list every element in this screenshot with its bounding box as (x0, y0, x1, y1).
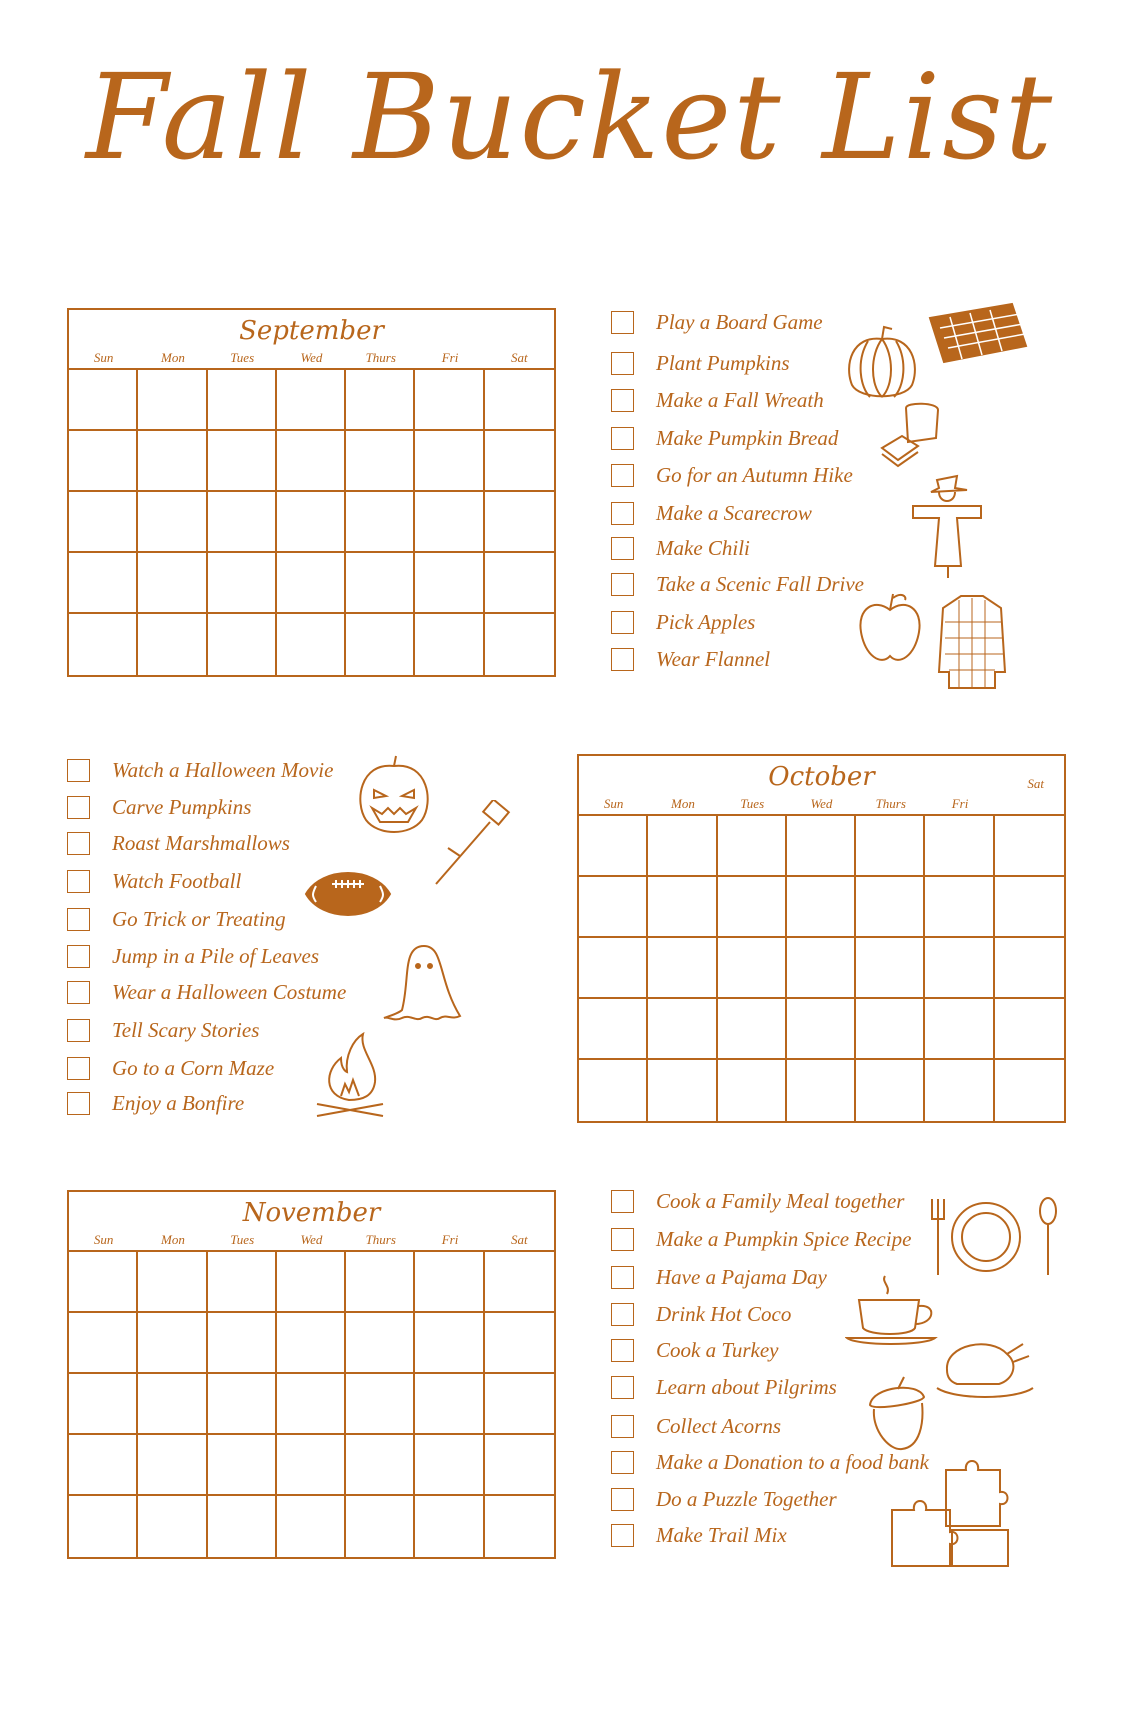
november-calendar (67, 1190, 556, 1559)
calendar-day-cell[interactable] (648, 938, 717, 999)
calendar-day-cell[interactable] (277, 431, 346, 492)
coffee-cup-icon (845, 1270, 940, 1350)
calendar-header (579, 756, 1064, 816)
calendar-day-cell[interactable] (485, 492, 554, 553)
weekday-label: Tues (740, 796, 765, 811)
weekday-label: Fri (441, 1232, 459, 1247)
page-title: Fall Bucket List (85, 48, 1055, 186)
checklist-item (611, 1414, 781, 1439)
checkerboard-icon (922, 300, 1032, 370)
weekday-label: Tues (230, 1232, 255, 1247)
checklist-item (611, 1227, 911, 1252)
weekday-label-sat: Sat (1027, 776, 1044, 791)
checklist-item-label: Go for an Autumn Hike (656, 463, 853, 487)
month-title: November (242, 1198, 381, 1228)
calendar-day-cell[interactable] (138, 431, 207, 492)
calendar-day-cell[interactable] (787, 999, 856, 1060)
checkbox[interactable] (67, 908, 90, 931)
checkbox[interactable] (611, 1303, 634, 1326)
weekday-label: Tues (230, 350, 255, 365)
calendar-day-cell[interactable] (415, 1313, 484, 1374)
calendar-day-cell[interactable] (856, 999, 925, 1060)
calendar-day-cell[interactable] (485, 1374, 554, 1435)
calendar-day-cell[interactable] (69, 1435, 138, 1496)
weekday-label: Sun (603, 796, 624, 811)
weekday-row (579, 796, 1064, 812)
checkbox[interactable] (611, 427, 634, 450)
calendar-day-cell[interactable] (208, 492, 277, 553)
checklist-item-label: Enjoy a Bonfire (112, 1091, 245, 1115)
calendar-day-cell[interactable] (138, 370, 207, 431)
checklist-item-label: Wear Flannel (656, 647, 771, 671)
checklist-item-label: Watch a Halloween Movie (112, 758, 334, 782)
month-title: October (768, 762, 875, 792)
calendar-day-cell[interactable] (787, 877, 856, 938)
calendar-day-cell[interactable] (277, 492, 346, 553)
checklist-item (611, 426, 838, 451)
checklist-item (611, 1487, 837, 1512)
weekday-label: Fri (951, 796, 969, 811)
calendar-day-cell[interactable] (856, 877, 925, 938)
calendar-day-cell[interactable] (648, 999, 717, 1060)
calendar-day-cell[interactable] (69, 614, 138, 675)
ghost-icon (380, 940, 465, 1025)
checkbox[interactable] (611, 464, 634, 487)
calendar-header (69, 310, 554, 370)
weekday-label: Thurs (365, 1232, 396, 1247)
checklist-item (67, 1018, 259, 1043)
checklist-item-label: Cook a Turkey (656, 1338, 779, 1362)
calendar-day-cell[interactable] (346, 1496, 415, 1557)
calendar-day-cell[interactable] (208, 1374, 277, 1435)
calendar-day-cell[interactable] (69, 553, 138, 614)
checklist-item-label: Collect Acorns (656, 1414, 782, 1438)
calendar-day-cell[interactable] (208, 1252, 277, 1313)
calendar-day-cell[interactable] (925, 877, 994, 938)
month-title: September (239, 316, 384, 346)
calendar-day-cell[interactable] (346, 431, 415, 492)
weekday-label: Mon (161, 1232, 185, 1247)
calendar-day-cell[interactable] (718, 816, 787, 877)
calendar-day-cell[interactable] (415, 1496, 484, 1557)
checkbox[interactable] (611, 1415, 634, 1438)
calendar-day-cell[interactable] (485, 553, 554, 614)
calendar-day-cell[interactable] (787, 1060, 856, 1121)
calendar-day-cell[interactable] (208, 1496, 277, 1557)
calendar-day-cell[interactable] (485, 1252, 554, 1313)
weekday-label: Mon (671, 796, 695, 811)
calendar-day-cell[interactable] (415, 492, 484, 553)
weekday-label: Sun (93, 1232, 114, 1247)
calendar-grid (69, 370, 554, 675)
calendar-day-cell[interactable] (995, 1060, 1064, 1121)
calendar-day-cell[interactable] (856, 938, 925, 999)
calendar-day-cell[interactable] (718, 999, 787, 1060)
calendar-day-cell[interactable] (277, 1374, 346, 1435)
acorn-icon (862, 1375, 932, 1455)
checklist-item (611, 572, 864, 597)
calendar-day-cell[interactable] (277, 553, 346, 614)
calendar-day-cell[interactable] (925, 938, 994, 999)
calendar-day-cell[interactable] (277, 614, 346, 675)
checklist-item-label: Carve Pumpkins (112, 795, 252, 819)
checklist-item-label: Take a Scenic Fall Drive (656, 572, 865, 596)
checklist-item (611, 1523, 787, 1548)
checklist-item (611, 310, 823, 335)
checklist-item (67, 869, 241, 894)
calendar-day-cell[interactable] (138, 1435, 207, 1496)
jack-o-lantern-icon (352, 752, 437, 837)
place-setting-icon (930, 1195, 1060, 1280)
checklist-item (611, 1265, 827, 1290)
calendar-day-cell[interactable] (69, 492, 138, 553)
calendar-day-cell[interactable] (208, 1435, 277, 1496)
october-calendar (577, 754, 1066, 1123)
calendar-day-cell[interactable] (346, 492, 415, 553)
checklist-item-label: Roast Marshmallows (112, 831, 290, 855)
calendar-day-cell[interactable] (277, 1496, 346, 1557)
checklist-item (611, 1189, 904, 1214)
checklist-item-label: Make a Pumpkin Spice Recipe (656, 1227, 912, 1251)
calendar-day-cell[interactable] (69, 431, 138, 492)
calendar-day-cell[interactable] (648, 877, 717, 938)
calendar-day-cell[interactable] (346, 614, 415, 675)
pumpkin-icon (842, 325, 922, 400)
calendar-day-cell[interactable] (718, 938, 787, 999)
calendar-day-cell[interactable] (787, 816, 856, 877)
checklist-item-label: Make Pumpkin Bread (656, 426, 839, 450)
checklist-item-label: Go to a Corn Maze (112, 1056, 275, 1080)
calendar-header (69, 1192, 554, 1252)
calendar-day-cell[interactable] (346, 1313, 415, 1374)
calendar-day-cell[interactable] (648, 1060, 717, 1121)
weekday-label: Wed (300, 1232, 323, 1247)
apple-icon (855, 590, 925, 665)
checkbox[interactable] (611, 1228, 634, 1251)
checklist-item-label: Go Trick or Treating (112, 907, 286, 931)
checkbox[interactable] (611, 1376, 634, 1399)
calendar-day-cell[interactable] (138, 553, 207, 614)
checklist-item (611, 1302, 791, 1327)
calendar-day-cell[interactable] (415, 1435, 484, 1496)
calendar-grid (579, 816, 1064, 1121)
checklist-item-label: Make Trail Mix (656, 1523, 787, 1547)
calendar-day-cell[interactable] (485, 431, 554, 492)
checklist-item (611, 1338, 778, 1363)
football-icon (302, 866, 394, 922)
calendar-day-cell[interactable] (69, 1496, 138, 1557)
checkbox[interactable] (611, 537, 634, 560)
checkbox[interactable] (611, 648, 634, 671)
weekday-label: Wed (810, 796, 833, 811)
weekday-row (69, 350, 554, 366)
weekday-label: Thurs (875, 796, 906, 811)
checkbox[interactable] (611, 573, 634, 596)
calendar-day-cell[interactable] (138, 1374, 207, 1435)
weekday-label: Thurs (365, 350, 396, 365)
checklist-item-label: Play a Board Game (656, 310, 823, 334)
calendar-day-cell[interactable] (856, 1060, 925, 1121)
checklist-item-label: Tell Scary Stories (112, 1018, 260, 1042)
checklist-item (67, 907, 286, 932)
calendar-day-cell[interactable] (415, 431, 484, 492)
calendar-day-cell[interactable] (277, 1435, 346, 1496)
calendar-day-cell[interactable] (718, 877, 787, 938)
calendar-day-cell[interactable] (346, 553, 415, 614)
calendar-day-cell[interactable] (138, 1252, 207, 1313)
checklist-item (611, 647, 770, 672)
calendar-day-cell[interactable] (485, 370, 554, 431)
checklist-item-label: Make a Fall Wreath (656, 388, 824, 412)
calendar-day-cell[interactable] (346, 1374, 415, 1435)
checkbox[interactable] (611, 502, 634, 525)
scarecrow-icon (905, 470, 990, 580)
calendar-day-cell[interactable] (208, 1313, 277, 1374)
flannel-shirt-icon (935, 592, 1010, 692)
checkbox[interactable] (67, 1019, 90, 1042)
calendar-day-cell[interactable] (925, 1060, 994, 1121)
calendar-day-cell[interactable] (856, 816, 925, 877)
calendar-day-cell[interactable] (346, 370, 415, 431)
calendar-day-cell[interactable] (579, 877, 648, 938)
checkbox[interactable] (611, 1451, 634, 1474)
weekday-label: Sat (511, 350, 528, 365)
checklist-item-label: Have a Pajama Day (656, 1265, 827, 1289)
checklist-item (67, 1091, 244, 1116)
calendar-day-cell[interactable] (415, 370, 484, 431)
checkbox[interactable] (67, 1057, 90, 1080)
checklist-item-label: Do a Puzzle Together (656, 1487, 837, 1511)
calendar-day-cell[interactable] (787, 938, 856, 999)
checklist-item-label: Pick Apples (656, 610, 756, 634)
calendar-day-cell[interactable] (995, 877, 1064, 938)
checkbox[interactable] (611, 1524, 634, 1547)
campfire-icon (313, 1030, 388, 1120)
turkey-icon (935, 1330, 1035, 1405)
checklist-item-label: Make a Donation to a food bank (656, 1450, 929, 1474)
calendar-day-cell[interactable] (208, 370, 277, 431)
checklist-item (67, 980, 346, 1005)
calendar-day-cell[interactable] (718, 1060, 787, 1121)
calendar-day-cell[interactable] (277, 370, 346, 431)
checkbox[interactable] (67, 832, 90, 855)
checklist-item-label: Drink Hot Coco (656, 1302, 792, 1326)
calendar-day-cell[interactable] (925, 816, 994, 877)
checkbox[interactable] (67, 1092, 90, 1115)
checklist-item-label: Wear a Halloween Costume (112, 980, 347, 1004)
checklist-item-label: Jump in a Pile of Leaves (112, 944, 320, 968)
checkbox[interactable] (611, 1190, 634, 1213)
checklist-item (611, 536, 750, 561)
checklist-item (67, 1056, 274, 1081)
checklist-item (67, 758, 333, 783)
checklist-item-label: Learn about Pilgrims (656, 1375, 837, 1399)
calendar-day-cell[interactable] (485, 1313, 554, 1374)
checkbox[interactable] (611, 389, 634, 412)
checkbox[interactable] (611, 1266, 634, 1289)
calendar-day-cell[interactable] (579, 816, 648, 877)
checklist-item-label: Watch Football (112, 869, 242, 893)
calendar-day-cell[interactable] (69, 370, 138, 431)
checklist-item-label: Plant Pumpkins (656, 351, 790, 375)
calendar-day-cell[interactable] (346, 1435, 415, 1496)
calendar-day-cell[interactable] (138, 492, 207, 553)
checklist-item (611, 388, 824, 413)
calendar-day-cell[interactable] (138, 1313, 207, 1374)
calendar-day-cell[interactable] (346, 1252, 415, 1313)
checkbox[interactable] (67, 981, 90, 1004)
calendar-day-cell[interactable] (485, 1435, 554, 1496)
calendar-day-cell[interactable] (579, 938, 648, 999)
calendar-day-cell[interactable] (995, 999, 1064, 1060)
calendar-day-cell[interactable] (138, 614, 207, 675)
checklist-item-label: Cook a Family Meal together (656, 1189, 905, 1213)
checklist-item-label: Make Chili (656, 536, 750, 560)
checklist-item (67, 944, 319, 969)
checkbox[interactable] (611, 1488, 634, 1511)
weekday-label: Fri (441, 350, 459, 365)
checkbox[interactable] (611, 311, 634, 334)
calendar-day-cell[interactable] (208, 431, 277, 492)
calendar-day-cell[interactable] (579, 1060, 648, 1121)
calendar-day-cell[interactable] (415, 1252, 484, 1313)
september-calendar (67, 308, 556, 677)
calendar-day-cell[interactable] (415, 614, 484, 675)
calendar-day-cell[interactable] (277, 1252, 346, 1313)
checklist-item (611, 351, 790, 376)
calendar-day-cell[interactable] (208, 614, 277, 675)
checkbox[interactable] (611, 611, 634, 634)
checkbox[interactable] (611, 352, 634, 375)
checkbox[interactable] (67, 870, 90, 893)
calendar-day-cell[interactable] (485, 614, 554, 675)
checklist-item (611, 1375, 837, 1400)
calendar-day-cell[interactable] (69, 1313, 138, 1374)
checklist-item (67, 795, 251, 820)
checkbox[interactable] (611, 1339, 634, 1362)
checklist-item (611, 501, 812, 526)
puzzle-icon (890, 1450, 1020, 1570)
calendar-day-cell[interactable] (648, 816, 717, 877)
calendar-day-cell[interactable] (925, 999, 994, 1060)
calendar-day-cell[interactable] (208, 553, 277, 614)
calendar-day-cell[interactable] (995, 938, 1064, 999)
calendar-day-cell[interactable] (277, 1313, 346, 1374)
checklist-item (611, 463, 853, 488)
calendar-day-cell[interactable] (138, 1496, 207, 1557)
checkbox[interactable] (67, 796, 90, 819)
weekday-row (69, 1232, 554, 1248)
calendar-day-cell[interactable] (415, 1374, 484, 1435)
calendar-day-cell[interactable] (485, 1496, 554, 1557)
checklist-item (67, 831, 290, 856)
weekday-label: Sun (93, 350, 114, 365)
marshmallow-stick-icon (430, 800, 515, 890)
calendar-day-cell[interactable] (69, 1252, 138, 1313)
weekday-label: Sat (511, 1232, 528, 1247)
checkbox[interactable] (67, 759, 90, 782)
calendar-day-cell[interactable] (69, 1374, 138, 1435)
checkbox[interactable] (67, 945, 90, 968)
weekday-label: Mon (161, 350, 185, 365)
calendar-day-cell[interactable] (579, 999, 648, 1060)
calendar-day-cell[interactable] (995, 816, 1064, 877)
weekday-label: Wed (300, 350, 323, 365)
calendar-grid (69, 1252, 554, 1557)
bread-icon (878, 402, 950, 472)
checklist-item-label: Make a Scarecrow (656, 501, 812, 525)
checklist-item (611, 610, 755, 635)
calendar-day-cell[interactable] (415, 553, 484, 614)
